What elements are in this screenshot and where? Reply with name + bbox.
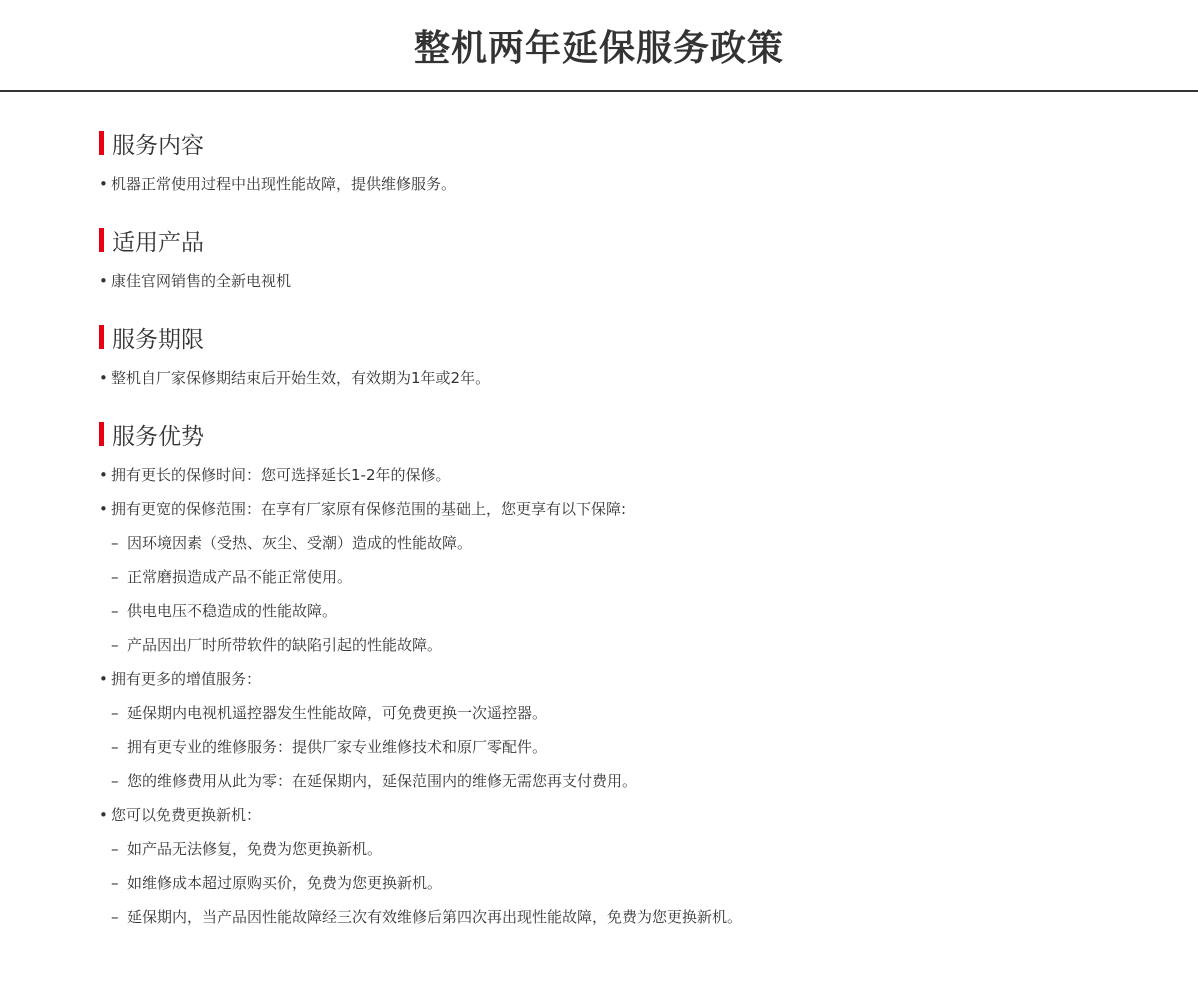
section-heading bbox=[99, 322, 1198, 352]
list-item: • 机器正常使用过程中出现性能故障，提供维修服务。 bbox=[99, 173, 1198, 195]
accent-bar bbox=[99, 228, 104, 252]
section-title: 服务内容 bbox=[112, 132, 204, 159]
section-heading bbox=[99, 128, 1198, 158]
sub-list-item: – 供电电压不稳造成的性能故障。 bbox=[99, 600, 1198, 622]
section-title: 适用产品 bbox=[112, 229, 204, 256]
sub-list-item: – 您的维修费用从此为零：在延保期内，延保范围内的维修无需您再支付费用。 bbox=[99, 770, 1198, 792]
policy-section bbox=[99, 128, 1198, 195]
accent-bar bbox=[99, 325, 104, 349]
policy-section bbox=[99, 419, 1198, 928]
accent-bar bbox=[99, 422, 104, 446]
section-heading bbox=[99, 419, 1198, 449]
list-item: • 康佳官网销售的全新电视机 bbox=[99, 270, 1198, 292]
sub-list-item: – 产品因出厂时所带软件的缺陷引起的性能故障。 bbox=[99, 634, 1198, 656]
policy-section bbox=[99, 322, 1198, 389]
accent-bar bbox=[99, 131, 104, 155]
page-title: 整机两年延保服务政策 bbox=[413, 27, 784, 69]
sub-list-item: – 延保期内电视机遥控器发生性能故障，可免费更换一次遥控器。 bbox=[99, 702, 1198, 724]
sub-list-item: – 如维修成本超过原购买价，免费为您更换新机。 bbox=[99, 872, 1198, 894]
list-item: • 整机自厂家保修期结束后开始生效，有效期为1年或2年。 bbox=[99, 367, 1198, 389]
list-item: • 拥有更多的增值服务： bbox=[99, 668, 1198, 690]
sub-list-item: – 拥有更专业的维修服务：提供厂家专业维修技术和原厂零配件。 bbox=[99, 736, 1198, 758]
sub-list-item: – 正常磨损造成产品不能正常使用。 bbox=[99, 566, 1198, 588]
policy-content bbox=[0, 92, 1198, 928]
list-item: • 拥有更长的保修时间：您可选择延长1-2年的保修。 bbox=[99, 464, 1198, 486]
list-item: • 您可以免费更换新机： bbox=[99, 804, 1198, 826]
sub-list-item: – 因环境因素（受热、灰尘、受潮）造成的性能故障。 bbox=[99, 532, 1198, 554]
section-heading bbox=[99, 225, 1198, 255]
page-header bbox=[0, 0, 1198, 92]
section-title: 服务优势 bbox=[112, 423, 204, 450]
list-item: • 拥有更宽的保修范围：在享有厂家原有保修范围的基础上，您更享有以下保障: bbox=[99, 498, 1198, 520]
section-title: 服务期限 bbox=[112, 326, 204, 353]
sub-list-item: – 如产品无法修复，免费为您更换新机。 bbox=[99, 838, 1198, 860]
sub-list-item: – 延保期内，当产品因性能故障经三次有效维修后第四次再出现性能故障，免费为您更换新机。 bbox=[99, 906, 1198, 928]
policy-section bbox=[99, 225, 1198, 292]
